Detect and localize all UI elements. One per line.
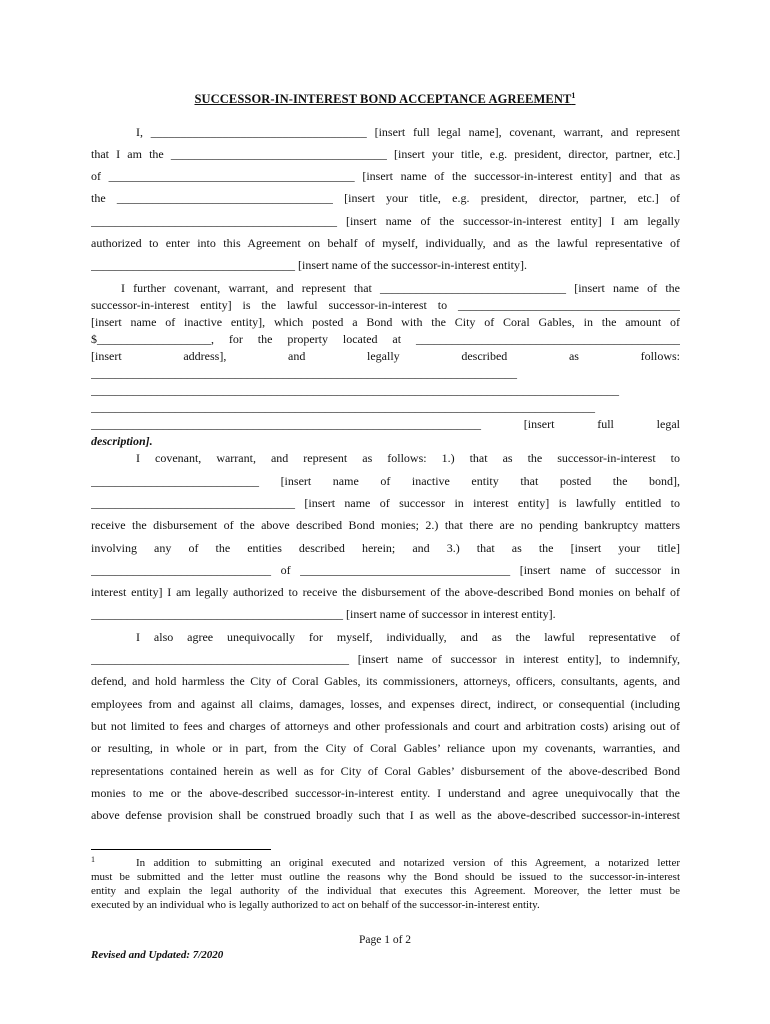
body-line-14: ________________________________________________________________________________________ (91, 383, 619, 397)
body-line-30: but not limited to fees and charges of attorneys and other professionals and court and arbitration costs) arising out of (91, 719, 680, 733)
footnote-line-3: entity and explain the legal authority of the individual that executes this Agreement. Moreover, the letter must be (91, 885, 680, 897)
document-title (0, 91, 770, 107)
body-line-4: the ____________________________________ [insert your title, e.g. president, director, partner, etc.] of (91, 191, 680, 205)
body-line-21: receive the disbursement of the above described Bond monies; 2.) that there are no pending bankruptcy matters (91, 518, 680, 532)
body-line-32: representations contained herein as well as for City of Coral Gables’ disbursement of the above-described Bond (91, 764, 680, 778)
body-line-26: I also agree unequivocally for myself, individually, and as the lawful representative of (136, 630, 680, 644)
revision-note: Revised and Updated: 7/2020 (91, 949, 224, 961)
body-line-33: monies to me or the above-described successor-in-interest entity. I understand and agree unequivocally that the (91, 786, 680, 800)
body-line-15: ____________________________________________________________________________________ (91, 400, 595, 414)
body-line-19: ____________________________ [insert name of inactive entity that posted the bond], (91, 474, 680, 488)
body-line-6: authorized to enter into this Agreement on behalf of myself, individually, and as the lawful representative of (91, 236, 680, 250)
title-footnote-mark: 1 (571, 91, 576, 100)
body-line-13: _______________________________________________________________________ (91, 366, 517, 380)
footnote-line-4: executed by an individual who is legally authorized to act on behalf of the successor-in-interest entity. (91, 899, 540, 911)
body-line-23: ______________________________ of ___________________________________ [insert name of successor in (91, 563, 680, 577)
body-line-10: [insert name of inactive entity], which posted a Bond with the City of Coral Gables, in the amount of (91, 315, 680, 329)
body-line-1: I, ____________________________________ [insert full legal name], covenant, warrant, and represent (136, 125, 680, 139)
body-line-5: _________________________________________ [insert name of the successor-in-interest entity] I am legally (91, 214, 680, 228)
footnote-line-1: In addition to submitting an original executed and notarized version of this Agreement, a notarized letter (136, 857, 680, 869)
body-line-18: I covenant, warrant, and represent as follows: 1.) that as the successor-in-interest to (136, 451, 680, 465)
body-line-20: __________________________________ [insert name of successor in interest entity] is lawfully entitled to (91, 496, 680, 510)
body-line-16: _________________________________________________________________ [insert full legal (91, 417, 680, 431)
body-line-9: successor-in-interest entity] is the lawful successor-in-interest to _____________________________________ (91, 298, 680, 312)
body-line-8: I further covenant, warrant, and represent that _______________________________ [insert name of the (121, 281, 680, 295)
body-line-17: description]. (91, 434, 153, 448)
body-line-28: defend, and hold harmless the City of Coral Gables, its commissioners, attorneys, officers, consultants, agents, and (91, 674, 680, 688)
title-text: SUCCESSOR-IN-INTEREST BOND ACCEPTANCE AGREEMENT (194, 92, 572, 107)
body-line-3: of _________________________________________ [insert name of the successor-in-interest entity] and that as (91, 169, 680, 183)
body-line-2: that I am the ____________________________________ [insert your title, e.g. president, director, partner, etc.] (91, 147, 680, 161)
body-line-25: __________________________________________ [insert name of successor in interest entity]. (91, 607, 556, 621)
footnote-line-2: must be submitted and the letter must outline the reasons why the Bond should be issued to the successor-in-interest (91, 871, 680, 883)
body-line-22: involving any of the entities described herein; and 3.) that as the [insert your title] (91, 541, 680, 555)
footnote-divider (91, 849, 271, 850)
body-line-7: __________________________________ [insert name of the successor-in-interest entity]. (91, 258, 528, 272)
body-line-12: [insert address], and legally described as follows: (91, 349, 680, 363)
footnote-mark: 1 (91, 855, 95, 864)
page-number: Page 1 of 2 (358, 934, 412, 946)
body-line-34: above defense provision shall be construed broadly such that I as well as the above-described successor-in-interest (91, 808, 680, 822)
body-line-11: $___________________, for the property located at ____________________________________________ (91, 332, 680, 346)
body-line-27: ___________________________________________ [insert name of successor in interest entity], to indemnify, (91, 652, 680, 666)
body-line-31: or resulting, in whole or in part, from the City of Coral Gables’ reliance upon my covenants, warranties, and (91, 741, 680, 755)
body-line-29: employees from and against all claims, damages, losses, and expenses direct, indirect, or consequential (including (91, 697, 680, 711)
body-line-24: interest entity] I am legally authorized to receive the disbursement of the above-described Bond monies on behalf of (91, 585, 680, 599)
